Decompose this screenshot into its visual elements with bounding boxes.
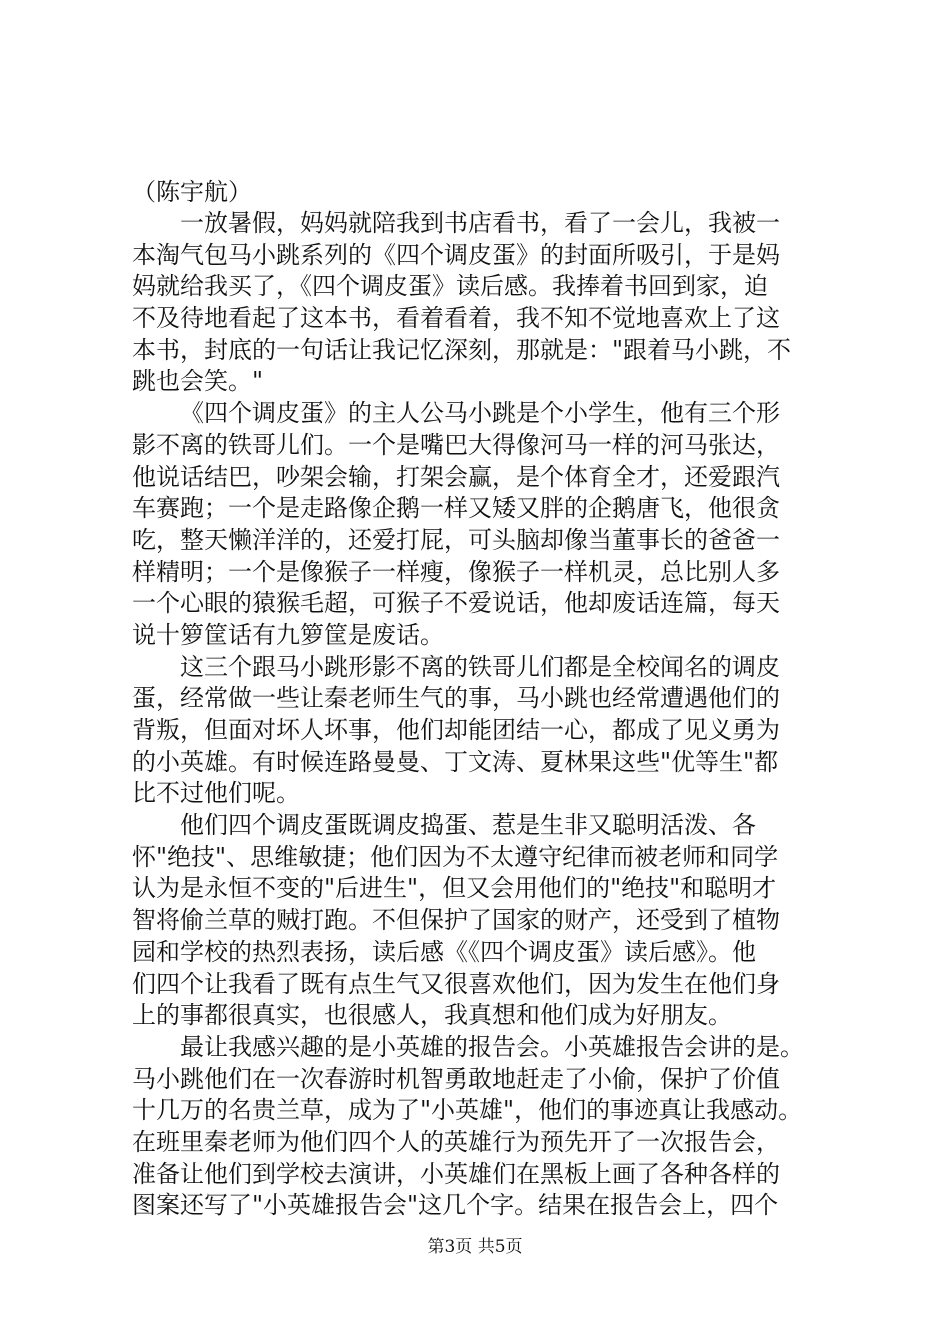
document-body (132, 176, 832, 1222)
text-line: 不及待地看起了这本书，看着看着，我不知不觉地喜欢上了这 (132, 304, 780, 333)
text-line: 本淘气包马小跳系列的《四个调皮蛋》的封面所吸引，于是妈 (132, 240, 780, 269)
text-line: 一个心眼的猿猴毛超，可猴子不爱说话，他却废话连篇，每天 (132, 589, 780, 618)
text-line: 背叛，但面对坏人坏事，他们却能团结一心，都成了见义勇为 (132, 716, 780, 744)
text-line: 园和学校的热烈表扬，读后感《《四个调皮蛋》读后感》。他 (132, 937, 756, 966)
paragraph (132, 1032, 832, 1222)
text-line: 智将偷兰草的贼打跑。不但保护了国家的财产，还受到了植物 (132, 906, 780, 935)
text-line: 蛋，经常做一些让秦老师生气的事，马小跳也经常遭遇他们的 (132, 684, 780, 713)
text-line: 车赛跑；一个是走路像企鹅一样又矮又胖的企鹅唐飞，他很贪 (132, 494, 780, 523)
text-line: 马小跳他们在一次春游时机智勇敢地赶走了小偷，保护了价值 (132, 1064, 780, 1093)
text-line: 准备让他们到学校去演讲，小英雄们在黑板上画了各种各样的 (132, 1159, 780, 1188)
author-byline: （陈宇航） (132, 178, 252, 206)
text-line: 样精明；一个是像猴子一样瘦，像猴子一样机灵，总比别人多 (132, 557, 780, 586)
text-line: 十几万的名贵兰草，成为了"小英雄"，他们的事迹真让我感动。 (132, 1096, 803, 1125)
text-line: 怀"绝技"、思维敏捷；他们因为不太遵守纪律而被老师和同学 (132, 842, 779, 871)
text-line: 影不离的铁哥儿们。一个是嘴巴大得像河马一样的河马张达， (132, 430, 780, 459)
text-line: 比不过他们呢。 (132, 779, 300, 808)
page-footer: 第3页 共5页 (427, 1237, 523, 1257)
text-line: 说十箩筐话有九箩筐是废话。 (132, 620, 444, 649)
text-line: 吃，整天懒洋洋的，还爱打屁，可头脑却像当董事长的爸爸一 (132, 525, 780, 554)
text-line: 他说话结巴，吵架会输，打架会赢，是个体育全才，还爱跟汽 (132, 462, 780, 491)
paragraph (132, 652, 832, 810)
text-line: 他们四个调皮蛋既调皮捣蛋、惹是生非又聪明活泼、各 (180, 811, 756, 840)
paragraph (132, 398, 832, 652)
paragraph-list (132, 208, 832, 1222)
text-line: 图案还写了"小英雄报告会"这几个字。结果在报告会上，四个 (132, 1191, 779, 1220)
text-line: 本书，封底的一句话让我记忆深刻，那就是："跟着马小跳，不 (132, 335, 792, 364)
text-line: 认为是永恒不变的"后进生"，但又会用他们的"绝技"和聪明才 (132, 874, 777, 903)
text-line: 的小英雄。有时候连路曼曼、丁文涛、夏林果这些"优等生"都 (132, 747, 779, 776)
text-line: 一放暑假，妈妈就陪我到书店看书，看了一会儿，我被一 (180, 209, 780, 237)
paragraph (132, 208, 832, 398)
paragraph (132, 810, 832, 1032)
text-line: 跳也会笑。" (132, 367, 264, 396)
text-line: 这三个跟马小跳形影不离的铁哥儿们都是全校闻名的调皮 (180, 652, 780, 681)
text-line: 上的事都很真实，也很感人，我真想和他们成为好朋友。 (132, 1001, 732, 1030)
text-line: 《四个调皮蛋》的主人公马小跳是个小学生，他有三个形 (180, 399, 780, 428)
text-line: 在班里秦老师为他们四个人的英雄行为预先开了一次报告会， (132, 1127, 780, 1156)
text-line: 最让我感兴趣的是小英雄的报告会。小英雄报告会讲的是。 (180, 1032, 804, 1061)
text-line: 妈就给我买了，《四个调皮蛋》读后感。我捧着书回到家，迫 (132, 272, 768, 301)
text-line: 们四个让我看了既有点生气又很喜欢他们，因为发生在他们身 (132, 969, 780, 998)
